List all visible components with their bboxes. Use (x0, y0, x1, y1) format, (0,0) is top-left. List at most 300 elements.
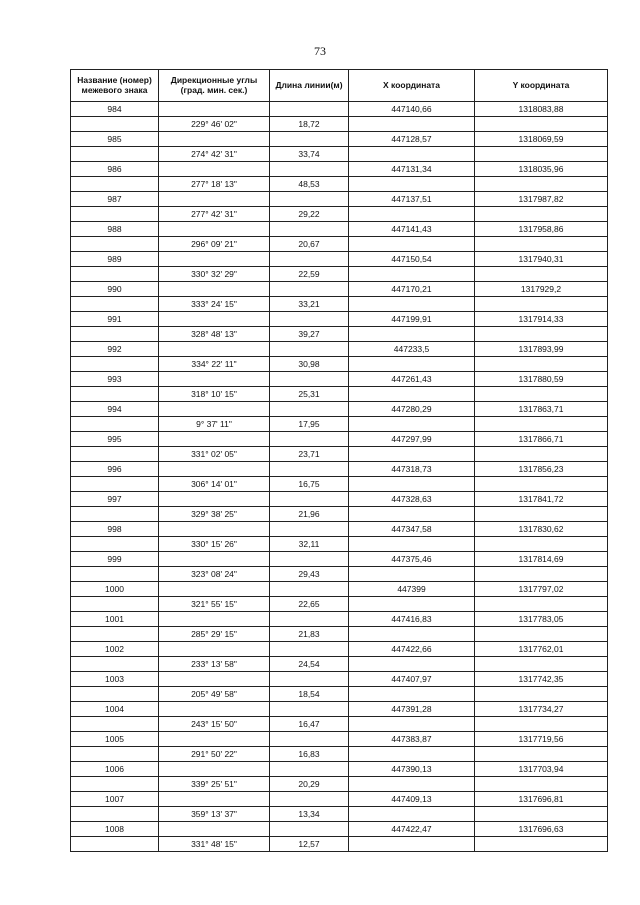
empty-cell (475, 507, 608, 522)
empty-cell (475, 477, 608, 492)
empty-cell (349, 117, 475, 132)
empty-cell (159, 492, 270, 507)
y-coordinate: 1317987,82 (475, 192, 608, 207)
direction-angle: 233° 13' 58" (159, 657, 270, 672)
x-coordinate: 447407,97 (349, 672, 475, 687)
y-coordinate: 1317696,81 (475, 792, 608, 807)
direction-angle: 243° 15' 50" (159, 717, 270, 732)
empty-cell (270, 252, 349, 267)
empty-cell (71, 507, 159, 522)
y-coordinate: 1317814,69 (475, 552, 608, 567)
y-coordinate: 1317783,05 (475, 612, 608, 627)
empty-cell (475, 717, 608, 732)
empty-cell (270, 462, 349, 477)
empty-cell (475, 327, 608, 342)
y-coordinate: 1317696,63 (475, 822, 608, 837)
empty-cell (475, 357, 608, 372)
empty-cell (159, 252, 270, 267)
direction-angle: 229° 46' 02" (159, 117, 270, 132)
empty-cell (270, 762, 349, 777)
empty-cell (71, 567, 159, 582)
x-coordinate: 447128,57 (349, 132, 475, 147)
empty-cell (71, 177, 159, 192)
point-row (71, 642, 608, 657)
empty-cell (349, 237, 475, 252)
empty-cell (270, 222, 349, 237)
point-row (71, 432, 608, 447)
x-coordinate: 447383,87 (349, 732, 475, 747)
empty-cell (159, 132, 270, 147)
empty-cell (349, 327, 475, 342)
empty-cell (71, 717, 159, 732)
line-length: 29,22 (270, 207, 349, 222)
empty-cell (349, 627, 475, 642)
point-name: 986 (71, 162, 159, 177)
empty-cell (270, 162, 349, 177)
x-coordinate: 447416,83 (349, 612, 475, 627)
x-coordinate: 447140,66 (349, 102, 475, 117)
empty-cell (71, 807, 159, 822)
segment-row (71, 537, 608, 552)
empty-cell (349, 597, 475, 612)
point-row (71, 552, 608, 567)
x-coordinate: 447141,43 (349, 222, 475, 237)
point-row (71, 732, 608, 747)
empty-cell (159, 612, 270, 627)
empty-cell (349, 207, 475, 222)
empty-cell (71, 417, 159, 432)
point-name: 990 (71, 282, 159, 297)
empty-cell (475, 627, 608, 642)
segment-row (71, 567, 608, 582)
line-length: 12,57 (270, 837, 349, 852)
point-name: 993 (71, 372, 159, 387)
direction-angle: 205° 49' 58" (159, 687, 270, 702)
point-row (71, 702, 608, 717)
segment-row (71, 267, 608, 282)
line-length: 16,47 (270, 717, 349, 732)
empty-cell (270, 372, 349, 387)
empty-cell (270, 792, 349, 807)
segment-row (71, 357, 608, 372)
segment-row (71, 417, 608, 432)
segment-row (71, 207, 608, 222)
empty-cell (475, 597, 608, 612)
point-name: 991 (71, 312, 159, 327)
line-length: 20,67 (270, 237, 349, 252)
empty-cell (71, 477, 159, 492)
empty-cell (349, 807, 475, 822)
line-length: 13,34 (270, 807, 349, 822)
x-coordinate: 447137,51 (349, 192, 475, 207)
empty-cell (71, 147, 159, 162)
point-name: 1006 (71, 762, 159, 777)
direction-angle: 331° 02' 05" (159, 447, 270, 462)
x-coordinate: 447199,91 (349, 312, 475, 327)
segment-row (71, 747, 608, 762)
point-row (71, 822, 608, 837)
empty-cell (159, 732, 270, 747)
point-name: 1008 (71, 822, 159, 837)
empty-cell (71, 777, 159, 792)
empty-cell (475, 177, 608, 192)
point-name: 1000 (71, 582, 159, 597)
empty-cell (270, 522, 349, 537)
point-name: 995 (71, 432, 159, 447)
empty-cell (159, 372, 270, 387)
direction-angle: 329° 38' 25" (159, 507, 270, 522)
x-coordinate: 447150,54 (349, 252, 475, 267)
point-row (71, 162, 608, 177)
y-coordinate: 1317830,62 (475, 522, 608, 537)
point-row (71, 342, 608, 357)
direction-angle: 296° 09' 21" (159, 237, 270, 252)
empty-cell (71, 627, 159, 642)
line-length: 17,95 (270, 417, 349, 432)
x-coordinate: 447422,47 (349, 822, 475, 837)
empty-cell (270, 192, 349, 207)
empty-cell (475, 777, 608, 792)
point-name: 999 (71, 552, 159, 567)
point-row (71, 492, 608, 507)
empty-cell (349, 267, 475, 282)
y-coordinate: 1317719,56 (475, 732, 608, 747)
point-row (71, 582, 608, 597)
empty-cell (159, 642, 270, 657)
direction-angle: 334° 22' 11" (159, 357, 270, 372)
direction-angle: 323° 08' 24" (159, 567, 270, 582)
segment-row (71, 387, 608, 402)
empty-cell (159, 312, 270, 327)
line-length: 21,83 (270, 627, 349, 642)
point-row (71, 132, 608, 147)
direction-angle: 328° 48' 13" (159, 327, 270, 342)
x-coordinate: 447280,29 (349, 402, 475, 417)
line-length: 22,65 (270, 597, 349, 612)
direction-angle: 318° 10' 15" (159, 387, 270, 402)
empty-cell (270, 492, 349, 507)
empty-cell (71, 657, 159, 672)
empty-cell (71, 687, 159, 702)
segment-row (71, 117, 608, 132)
direction-angle: 331° 48' 15" (159, 837, 270, 852)
empty-cell (270, 282, 349, 297)
empty-cell (270, 672, 349, 687)
point-row (71, 312, 608, 327)
line-length: 33,21 (270, 297, 349, 312)
segment-row (71, 297, 608, 312)
empty-cell (349, 387, 475, 402)
point-name: 996 (71, 462, 159, 477)
empty-cell (349, 687, 475, 702)
page-number: 73 (314, 44, 326, 58)
point-name: 997 (71, 492, 159, 507)
line-length: 18,54 (270, 687, 349, 702)
point-name: 1007 (71, 792, 159, 807)
empty-cell (349, 537, 475, 552)
empty-cell (71, 297, 159, 312)
x-coordinate: 447391,28 (349, 702, 475, 717)
line-length: 22,59 (270, 267, 349, 282)
line-length: 24,54 (270, 657, 349, 672)
point-name: 987 (71, 192, 159, 207)
empty-cell (159, 552, 270, 567)
point-name: 989 (71, 252, 159, 267)
line-length: 33,74 (270, 147, 349, 162)
empty-cell (475, 267, 608, 282)
y-coordinate: 1317703,94 (475, 762, 608, 777)
empty-cell (159, 672, 270, 687)
empty-cell (159, 432, 270, 447)
point-row (71, 192, 608, 207)
direction-angle: 274° 42' 31" (159, 147, 270, 162)
direction-angle: 339° 25' 51" (159, 777, 270, 792)
empty-cell (349, 147, 475, 162)
line-length: 29,43 (270, 567, 349, 582)
empty-cell (349, 717, 475, 732)
x-coordinate: 447170,21 (349, 282, 475, 297)
point-name: 988 (71, 222, 159, 237)
header-y: Y координата (475, 70, 608, 102)
table-header-row (71, 70, 608, 102)
empty-cell (475, 567, 608, 582)
y-coordinate: 1317797,02 (475, 582, 608, 597)
point-row (71, 252, 608, 267)
empty-cell (475, 117, 608, 132)
point-row (71, 372, 608, 387)
empty-cell (159, 282, 270, 297)
empty-cell (159, 192, 270, 207)
segment-row (71, 627, 608, 642)
y-coordinate: 1317880,59 (475, 372, 608, 387)
segment-row (71, 237, 608, 252)
empty-cell (159, 702, 270, 717)
point-name: 998 (71, 522, 159, 537)
empty-cell (270, 432, 349, 447)
empty-cell (475, 747, 608, 762)
point-name: 992 (71, 342, 159, 357)
x-coordinate: 447318,73 (349, 462, 475, 477)
empty-cell (270, 342, 349, 357)
empty-cell (71, 237, 159, 252)
direction-angle: 277° 18' 13" (159, 177, 270, 192)
line-length: 39,27 (270, 327, 349, 342)
empty-cell (349, 357, 475, 372)
header-name: Название (номер) межевого знака (71, 70, 159, 102)
point-row (71, 672, 608, 687)
direction-angle: 9° 37' 11" (159, 417, 270, 432)
point-row (71, 522, 608, 537)
segment-row (71, 657, 608, 672)
empty-cell (270, 702, 349, 717)
empty-cell (159, 582, 270, 597)
segment-row (71, 777, 608, 792)
x-coordinate: 447131,34 (349, 162, 475, 177)
y-coordinate: 1317762,01 (475, 642, 608, 657)
x-coordinate: 447347,58 (349, 522, 475, 537)
empty-cell (475, 837, 608, 852)
empty-cell (349, 177, 475, 192)
empty-cell (159, 342, 270, 357)
y-coordinate: 1317929,2 (475, 282, 608, 297)
empty-cell (270, 732, 349, 747)
y-coordinate: 1317841,72 (475, 492, 608, 507)
line-length: 48,53 (270, 177, 349, 192)
empty-cell (349, 837, 475, 852)
empty-cell (475, 147, 608, 162)
empty-cell (270, 132, 349, 147)
segment-row (71, 687, 608, 702)
point-name: 985 (71, 132, 159, 147)
x-coordinate: 447409,13 (349, 792, 475, 807)
y-coordinate: 1318083,88 (475, 102, 608, 117)
empty-cell (270, 612, 349, 627)
empty-cell (71, 537, 159, 552)
empty-cell (71, 747, 159, 762)
empty-cell (475, 657, 608, 672)
x-coordinate: 447233,5 (349, 342, 475, 357)
x-coordinate: 447390,13 (349, 762, 475, 777)
header-angle: Дирекционные углы (град. мин. сек.) (159, 70, 270, 102)
y-coordinate: 1317742,35 (475, 672, 608, 687)
x-coordinate: 447328,63 (349, 492, 475, 507)
empty-cell (349, 777, 475, 792)
direction-angle: 306° 14' 01" (159, 477, 270, 492)
line-length: 20,29 (270, 777, 349, 792)
empty-cell (71, 267, 159, 282)
direction-angle: 285° 29' 15" (159, 627, 270, 642)
empty-cell (475, 687, 608, 702)
empty-cell (475, 417, 608, 432)
empty-cell (475, 297, 608, 312)
line-length: 30,98 (270, 357, 349, 372)
empty-cell (71, 207, 159, 222)
x-coordinate: 447399 (349, 582, 475, 597)
empty-cell (159, 822, 270, 837)
y-coordinate: 1317856,23 (475, 462, 608, 477)
point-name: 1003 (71, 672, 159, 687)
empty-cell (159, 792, 270, 807)
empty-cell (71, 117, 159, 132)
line-length: 21,96 (270, 507, 349, 522)
segment-row (71, 177, 608, 192)
point-row (71, 792, 608, 807)
line-length: 32,11 (270, 537, 349, 552)
empty-cell (270, 402, 349, 417)
empty-cell (270, 822, 349, 837)
y-coordinate: 1317734,27 (475, 702, 608, 717)
y-coordinate: 1317893,99 (475, 342, 608, 357)
empty-cell (475, 447, 608, 462)
header-x: X координата (349, 70, 475, 102)
header-length: Длина линии(м) (270, 70, 349, 102)
direction-angle: 330° 15' 26" (159, 537, 270, 552)
direction-angle: 359° 13' 37" (159, 807, 270, 822)
x-coordinate: 447422,66 (349, 642, 475, 657)
point-name: 1004 (71, 702, 159, 717)
direction-angle: 291° 50' 22" (159, 747, 270, 762)
segment-row (71, 507, 608, 522)
boundary-marks-table (70, 69, 608, 852)
point-name: 994 (71, 402, 159, 417)
x-coordinate: 447261,43 (349, 372, 475, 387)
y-coordinate: 1317863,71 (475, 402, 608, 417)
empty-cell (159, 762, 270, 777)
segment-row (71, 327, 608, 342)
direction-angle: 330° 32' 29" (159, 267, 270, 282)
direction-angle: 321° 55' 15" (159, 597, 270, 612)
segment-row (71, 447, 608, 462)
empty-cell (475, 387, 608, 402)
empty-cell (475, 237, 608, 252)
point-row (71, 462, 608, 477)
segment-row (71, 717, 608, 732)
empty-cell (71, 597, 159, 612)
empty-cell (71, 357, 159, 372)
empty-cell (349, 657, 475, 672)
direction-angle: 333° 24' 15" (159, 297, 270, 312)
x-coordinate: 447297,99 (349, 432, 475, 447)
y-coordinate: 1317940,31 (475, 252, 608, 267)
direction-angle: 277° 42' 31" (159, 207, 270, 222)
empty-cell (475, 807, 608, 822)
y-coordinate: 1317958,86 (475, 222, 608, 237)
empty-cell (349, 477, 475, 492)
y-coordinate: 1317914,33 (475, 312, 608, 327)
point-name: 1001 (71, 612, 159, 627)
empty-cell (270, 582, 349, 597)
line-length: 23,71 (270, 447, 349, 462)
empty-cell (270, 552, 349, 567)
segment-row (71, 807, 608, 822)
y-coordinate: 1317866,71 (475, 432, 608, 447)
point-name: 984 (71, 102, 159, 117)
point-row (71, 762, 608, 777)
segment-row (71, 147, 608, 162)
line-length: 18,72 (270, 117, 349, 132)
empty-cell (159, 462, 270, 477)
empty-cell (71, 837, 159, 852)
empty-cell (270, 642, 349, 657)
empty-cell (159, 402, 270, 417)
segment-row (71, 597, 608, 612)
empty-cell (159, 162, 270, 177)
point-name: 1005 (71, 732, 159, 747)
empty-cell (349, 507, 475, 522)
empty-cell (475, 207, 608, 222)
empty-cell (71, 327, 159, 342)
y-coordinate: 1318069,59 (475, 132, 608, 147)
empty-cell (349, 417, 475, 432)
segment-row (71, 837, 608, 852)
empty-cell (159, 222, 270, 237)
point-row (71, 282, 608, 297)
point-row (71, 402, 608, 417)
empty-cell (349, 447, 475, 462)
empty-cell (71, 447, 159, 462)
line-length: 16,75 (270, 477, 349, 492)
empty-cell (159, 102, 270, 117)
segment-row (71, 477, 608, 492)
x-coordinate: 447375,46 (349, 552, 475, 567)
empty-cell (349, 297, 475, 312)
point-row (71, 612, 608, 627)
empty-cell (159, 522, 270, 537)
empty-cell (349, 747, 475, 762)
y-coordinate: 1318035,96 (475, 162, 608, 177)
point-row (71, 102, 608, 117)
empty-cell (270, 312, 349, 327)
